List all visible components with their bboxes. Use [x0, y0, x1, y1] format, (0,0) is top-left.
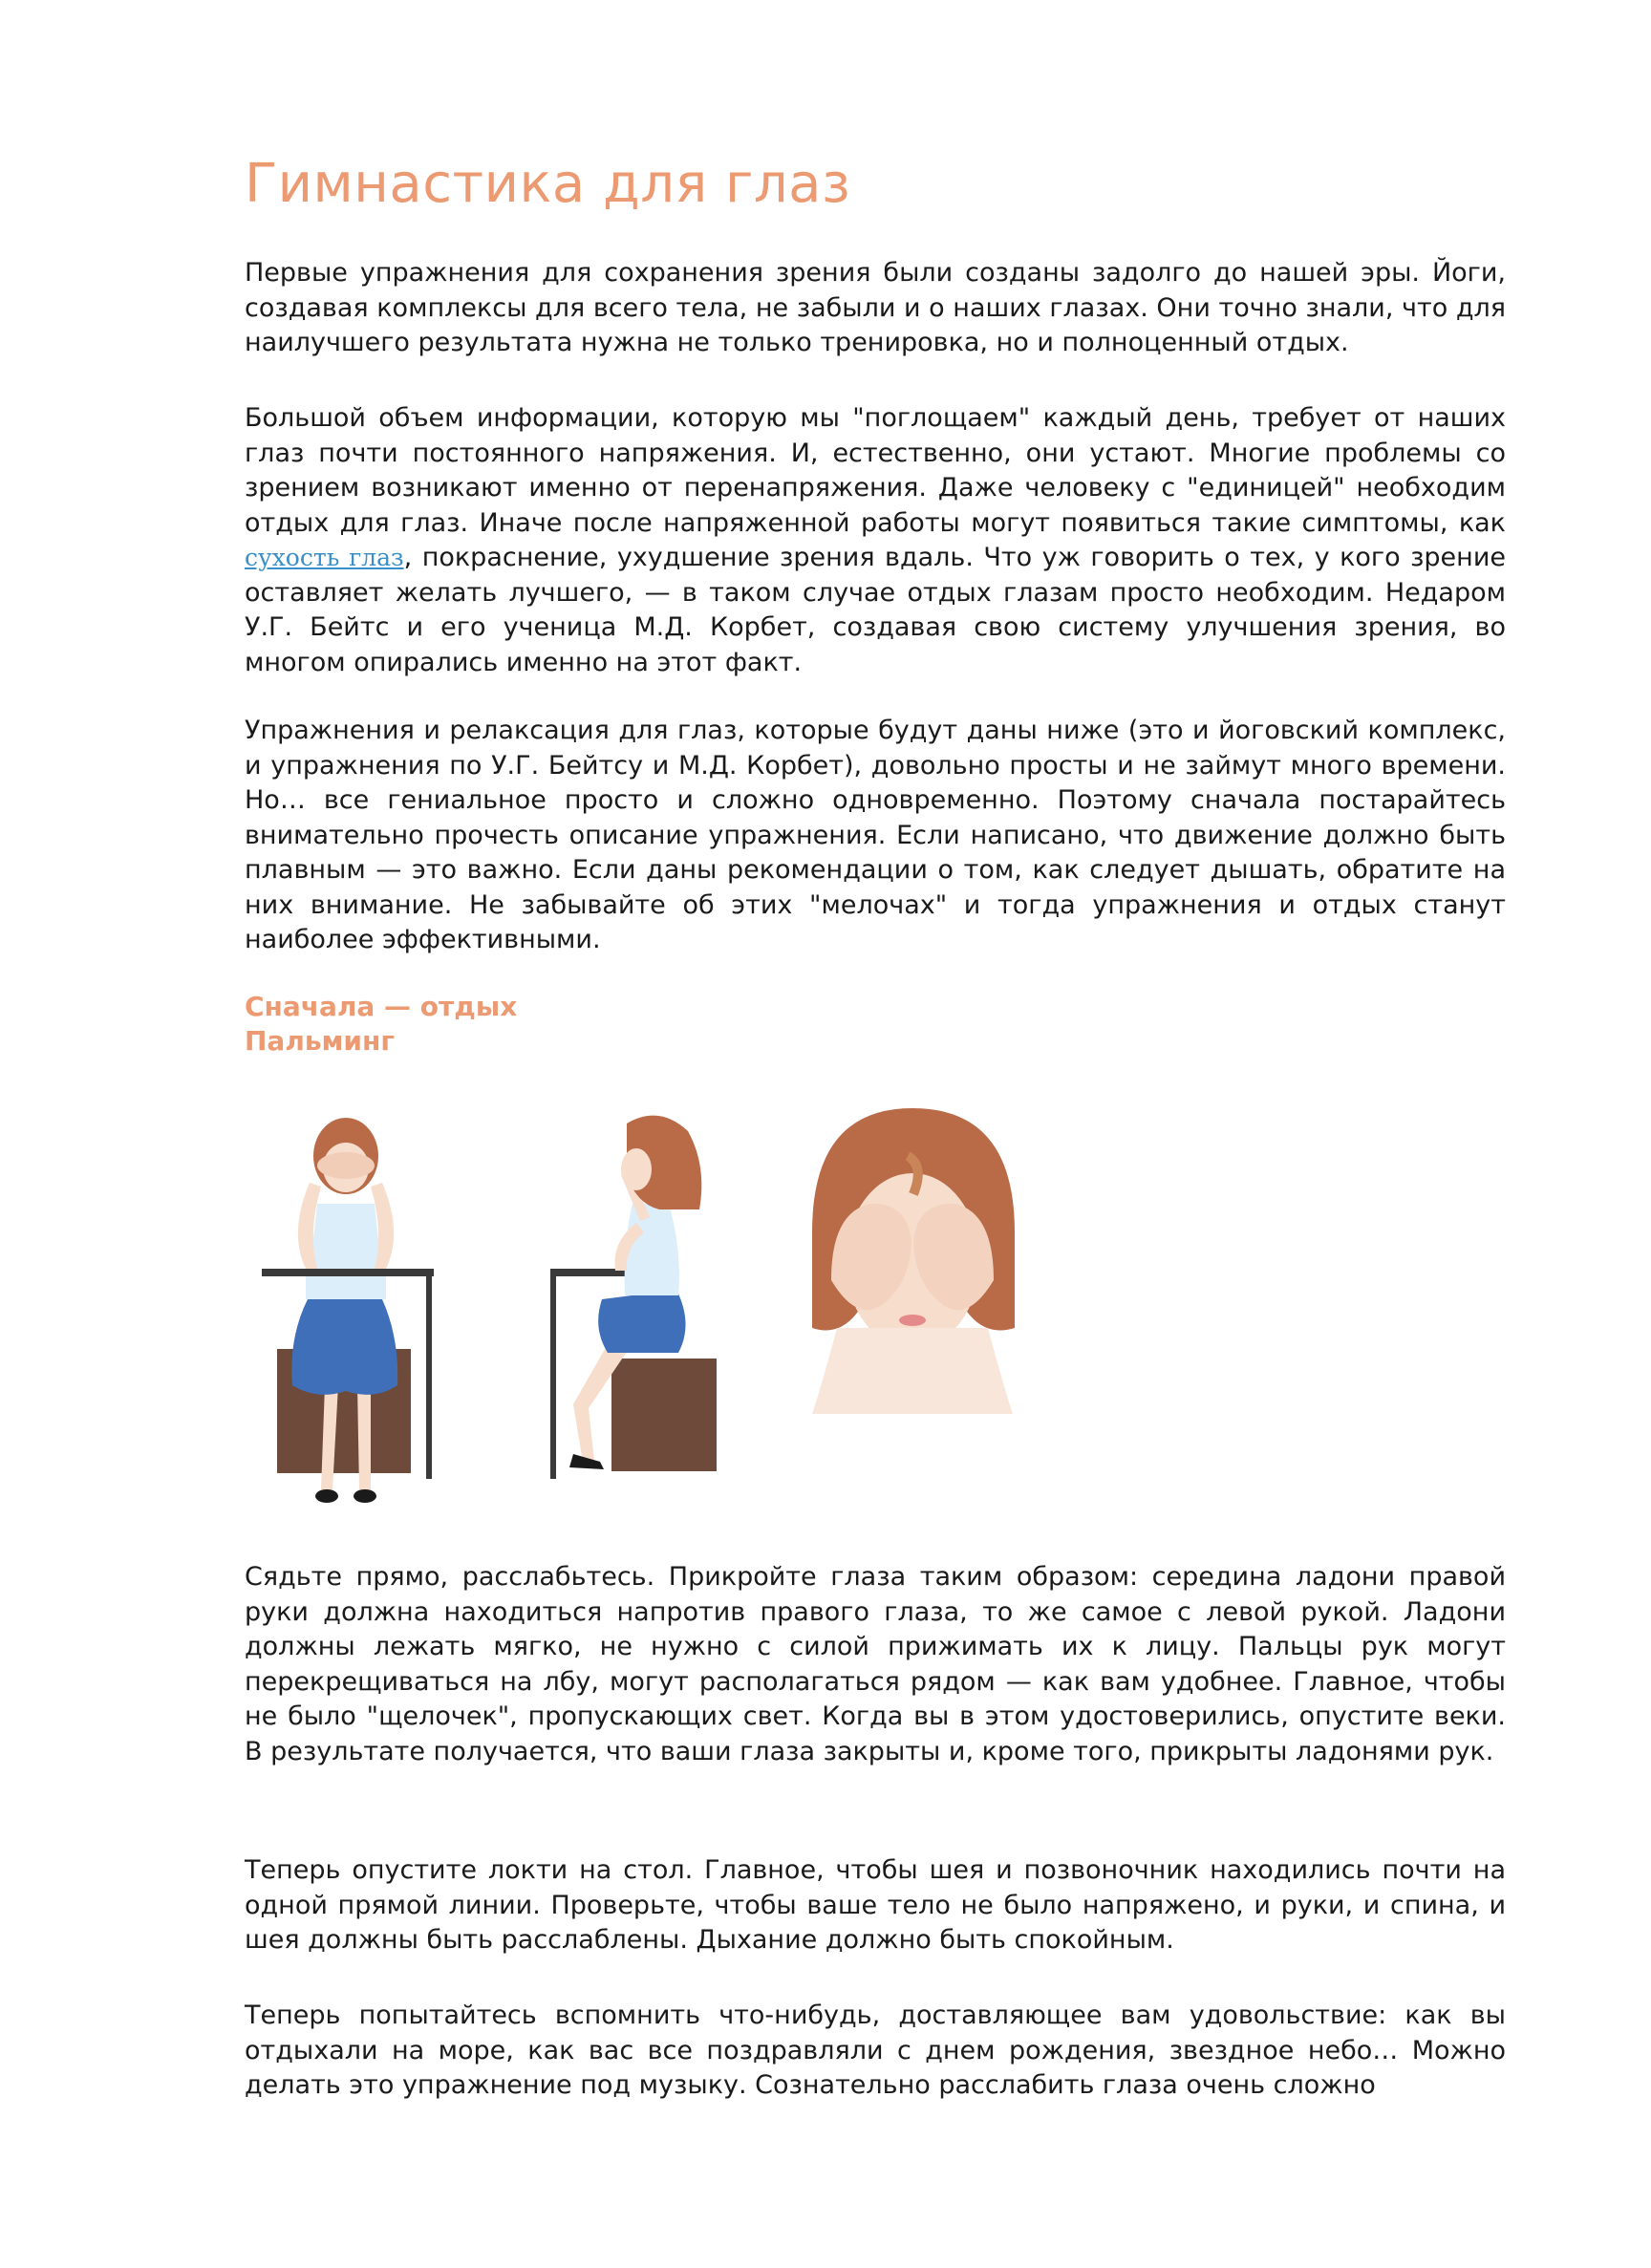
paragraph-text: Сядьте прямо, расслабьтесь. Прикройте глаза таким образом: середина ладони правой руки должна находиться напротив правого глаза, то же самое с левой рукой. Ладони должны лежать мягко, не нужно с силой прижимать их к лицу. Пальцы рук могут перекрещиваться на лбу, могут располагаться рядом — как вам удобнее. Главное, чтобы не было "щелочек", пропускающих свет. Когда вы в этом удостоверились, опустите веки. В результате получается, что ваши глаза закрыты и, кроме того, прикрыты ладонями рук. [245, 1562, 1506, 1766]
shoulders [812, 1328, 1013, 1414]
top-shirt [625, 1204, 679, 1295]
face-closeup-palming-illustration [793, 1099, 1032, 1423]
hands-over-eyes [317, 1152, 375, 1179]
top-shirt [310, 1204, 382, 1269]
paragraph-text-part: , покраснение, ухудшение зрения вдаль. Что уж говорить о тех, у кого зрение оставляет желать лучшего, — в таком случае отдых глазам просто необходим. Недаром У.Г. Бейтс и его ученица М.Д. Корбет, создавая свою систему улучшения зрения, во многом опирались именно на этот факт. [245, 543, 1506, 677]
dry-eyes-link[interactable]: сухость глаз [245, 544, 404, 571]
paragraph-text-part: Большой объем информации, которую мы "поглощаем" каждый день, требует от наших глаз почти постоянного напряжения. И, естественно, они устают. Многие проблемы со зрением возникают именно от перенапряжения. Даже человеку с "единицей" необходим отдых для глаз. Иначе после напряженной работы могут появиться такие симптомы, как [245, 403, 1506, 538]
right-shoe [354, 1489, 376, 1503]
side-view-palming-illustration [545, 1099, 755, 1500]
skirt [291, 1299, 397, 1395]
paragraph-text: Теперь опустите локти на стол. Главное, чтобы шея и позвоночник находились почти на одной прямой линии. Проверьте, чтобы ваше тело не было напряжено, и руки, и спина, и шея должны быть расслаблены. Дыхание должно быть спокойным. [245, 1855, 1506, 1955]
face [621, 1148, 652, 1190]
paragraph-text: Упражнения и релаксация для глаз, которые будут даны ниже (это и йоговский комплекс, и упражнения по У.Г. Бейтсу и М.Д. Корбет), довольно просты и не займут много времени. Но… все гениальное просто и сложно одновременно. Поэтому сначала постарайтесь внимательно прочесть описание упражнения. Если написано, что движение должно быть плавным — это важно. Если даны рекомендации о том, как следует дышать, обратите на них внимание. Не забывайте об этих "мелочах" и тогда упражнения и отдых станут наиболее эффективными. [245, 716, 1506, 954]
table-leg [426, 1269, 432, 1479]
paragraph-intro [245, 256, 1506, 361]
table-leg [550, 1269, 556, 1479]
top-shirt-lower [306, 1276, 386, 1299]
table-top [262, 1269, 434, 1276]
paragraph-palming-instructions [245, 1560, 1506, 1769]
right-leg [357, 1385, 371, 1490]
front-view-palming-illustration [250, 1099, 461, 1538]
lips [899, 1315, 926, 1326]
skirt [598, 1290, 685, 1353]
subheading-rest-first: Сначала — отдых [245, 991, 518, 1022]
paragraph-text [245, 401, 1506, 680]
paragraph-text: Теперь попытайтесь вспомнить что-нибудь, доставляющее вам удовольствие: как вы отдыхали на море, как вас все поздравляли с днем рождения, звездное небо… Можно делать это упражнение под музыку. Сознательно расслабить глаза очень сложно [245, 2001, 1506, 2100]
seat-box [611, 1359, 717, 1471]
paragraph-elbows [245, 1853, 1506, 1958]
page-title: Гимнастика для глаз [245, 153, 851, 215]
subheading-palming: Пальминг [245, 1025, 396, 1057]
paragraph-exercises [245, 714, 1506, 958]
paragraph-visualize [245, 1999, 1506, 2104]
paragraph-strain [245, 401, 1506, 680]
paragraph-text: Первые упражнения для сохранения зрения были созданы задолго до нашей эры. Йоги, создавая комплексы для всего тела, не забыли и о наших глазах. Они точно знали, что для наилучшего результата нужна не только тренировка, но и полноценный отдых. [245, 258, 1506, 357]
left-shoe [315, 1489, 338, 1503]
